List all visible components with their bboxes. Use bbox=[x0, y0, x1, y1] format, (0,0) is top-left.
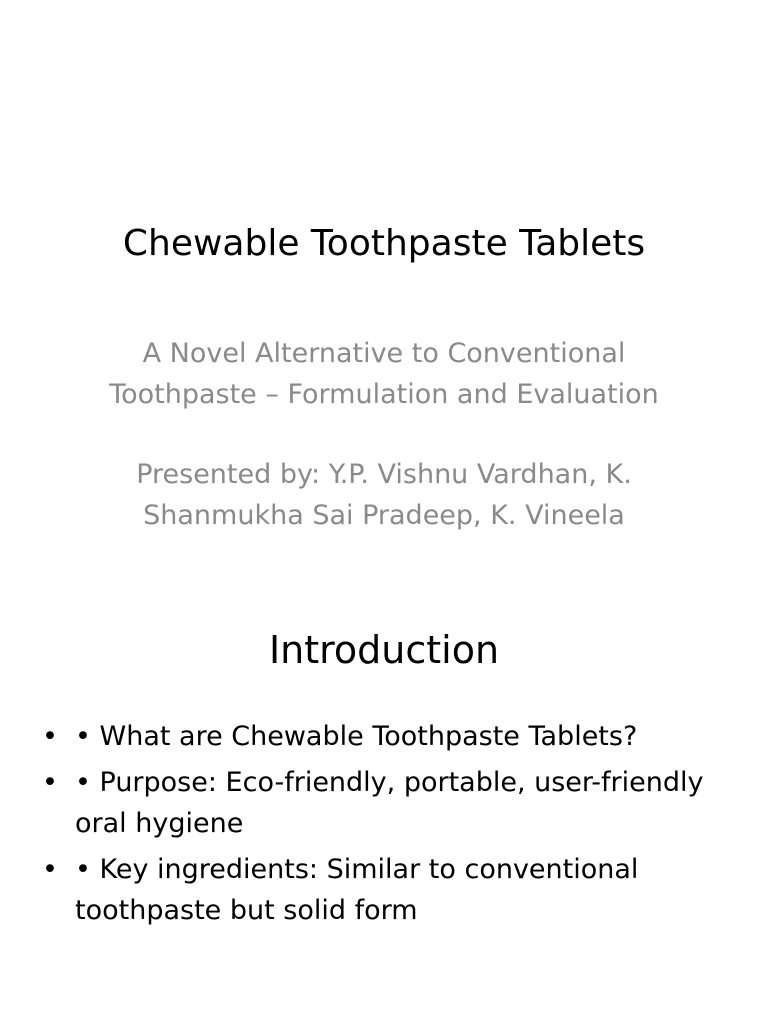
bullet-glyph: • bbox=[42, 721, 58, 752]
list-item bbox=[40, 762, 730, 844]
slide-subtitle-block bbox=[104, 334, 664, 536]
presenters-line: Presented by: Y.P. Vishnu Vardhan, K. Shanmukha Sai Pradeep, K. Vineela bbox=[136, 459, 632, 531]
slide-title: Introduction bbox=[268, 628, 500, 672]
bullet-text: • Purpose: Eco-friendly, portable, user-friendly oral hygiene bbox=[75, 767, 704, 839]
slide-subtitle: A Novel Alternative to Conventional Toothpaste – Formulation and Evaluation bbox=[109, 338, 659, 410]
list-item bbox=[40, 849, 730, 931]
introduction-slide bbox=[0, 576, 768, 1024]
list-item bbox=[40, 716, 730, 757]
bullet-glyph: • bbox=[42, 854, 58, 885]
bullet-glyph: • bbox=[42, 767, 58, 798]
bullet-text: • What are Chewable Toothpaste Tablets? bbox=[75, 721, 638, 752]
slide-title: Chewable Toothpaste Tablets bbox=[122, 223, 646, 264]
bullet-list bbox=[40, 716, 730, 936]
bullet-text: • Key ingredients: Similar to conventional toothpaste but solid form bbox=[75, 854, 639, 926]
